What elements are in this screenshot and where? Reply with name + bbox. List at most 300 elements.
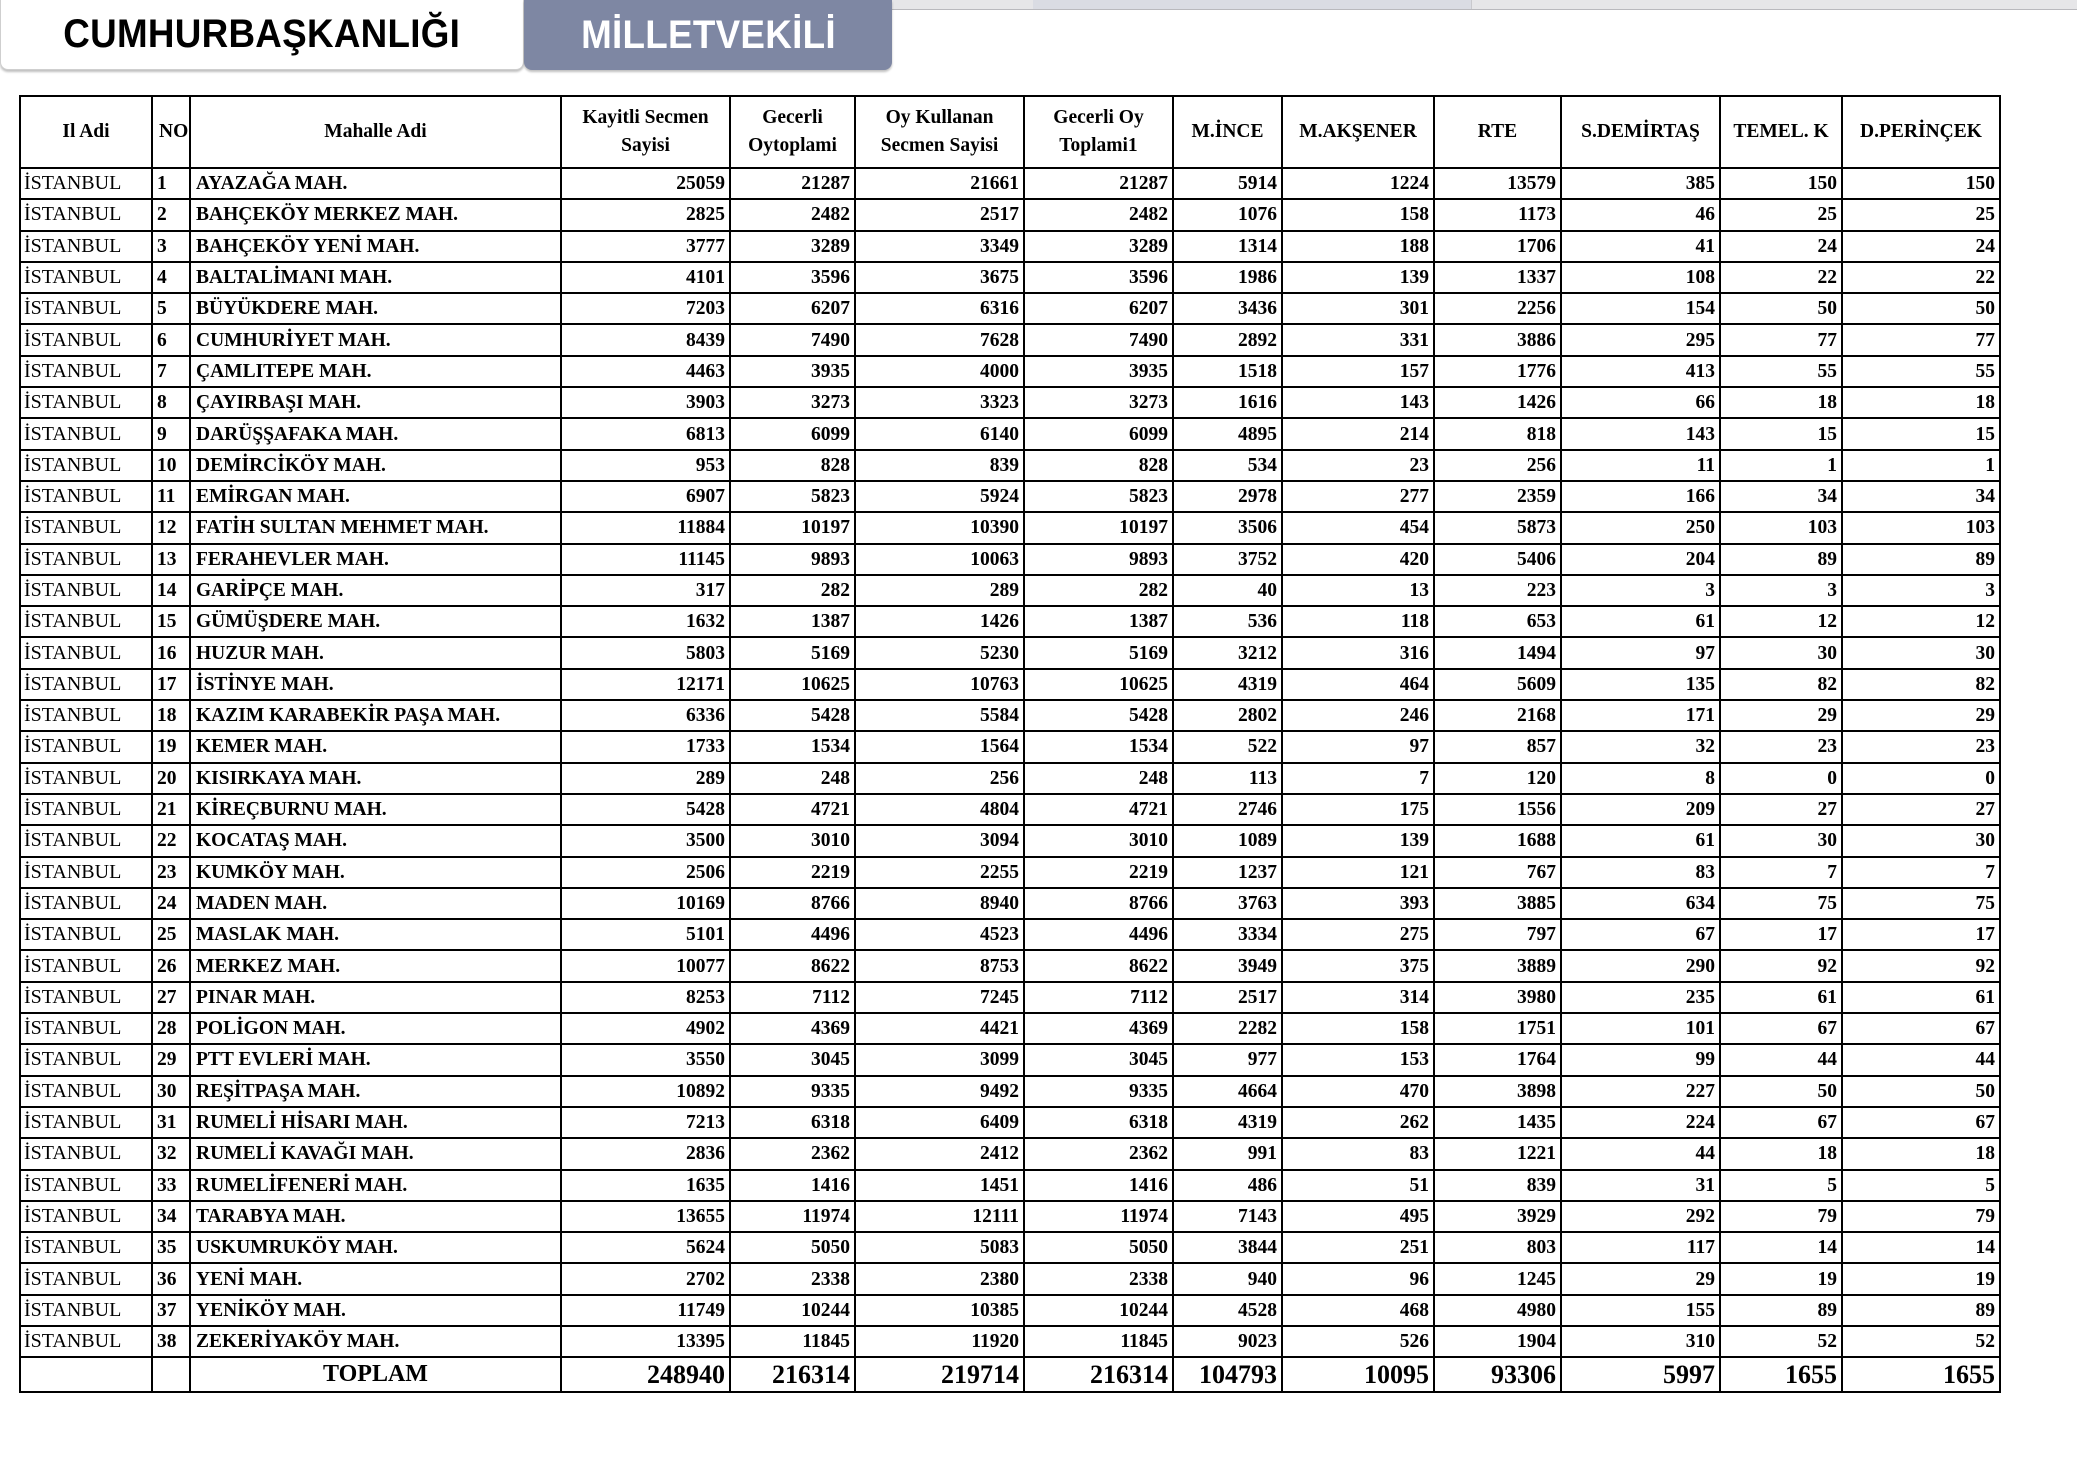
cell-mahalle-adi: HUZUR MAH. [190, 637, 561, 668]
cell-temel-k: 15 [1720, 418, 1842, 449]
header-kayitli-secmen: Kayitli Secmen Sayisi [561, 96, 730, 168]
cell-gecerli-oytoplami: 9893 [730, 544, 855, 575]
header-rte: RTE [1434, 96, 1561, 168]
cell-s-demirtas: 171 [1561, 700, 1720, 731]
cell-gecerli-oy-toplami1: 7490 [1024, 324, 1173, 355]
table-row [20, 481, 2000, 512]
cell-m-ince: 5914 [1173, 168, 1282, 199]
cell-kayitli-secmen: 1635 [561, 1170, 730, 1201]
cell-no: 12 [152, 512, 190, 543]
total-empty-cell [20, 1357, 152, 1392]
total-d-perincek: 1655 [1842, 1357, 2000, 1392]
cell-mahalle-adi: FATİH SULTAN MEHMET MAH. [190, 512, 561, 543]
cell-kayitli-secmen: 3500 [561, 825, 730, 856]
cell-d-perincek: 30 [1842, 825, 2000, 856]
header-temel-k: TEMEL. K [1720, 96, 1842, 168]
cell-rte: 1776 [1434, 356, 1561, 387]
cell-oy-kullanan: 7245 [855, 982, 1024, 1013]
cell-m-ince: 3949 [1173, 950, 1282, 981]
cell-s-demirtas: 101 [1561, 1013, 1720, 1044]
cell-s-demirtas: 32 [1561, 731, 1720, 762]
cell-temel-k: 55 [1720, 356, 1842, 387]
cell-gecerli-oy-toplami1: 11974 [1024, 1201, 1173, 1232]
cell-gecerli-oytoplami: 4721 [730, 794, 855, 825]
cell-kayitli-secmen: 7203 [561, 293, 730, 324]
total-gecerli-oytoplami: 216314 [730, 1357, 855, 1392]
cell-s-demirtas: 250 [1561, 512, 1720, 543]
cell-temel-k: 18 [1720, 387, 1842, 418]
cell-s-demirtas: 31 [1561, 1170, 1720, 1201]
cell-d-perincek: 77 [1842, 324, 2000, 355]
cell-il-adi: İSTANBUL [20, 1013, 152, 1044]
cell-mahalle-adi: MASLAK MAH. [190, 919, 561, 950]
cell-oy-kullanan: 4000 [855, 356, 1024, 387]
cell-no: 26 [152, 950, 190, 981]
cell-mahalle-adi: KISIRKAYA MAH. [190, 763, 561, 794]
cell-kayitli-secmen: 25059 [561, 168, 730, 199]
header-row [20, 96, 2000, 168]
cell-d-perincek: 25 [1842, 199, 2000, 230]
cell-kayitli-secmen: 10077 [561, 950, 730, 981]
tab-label: CUMHURBAŞKANLIĞI [63, 12, 461, 56]
total-m-aksener: 10095 [1282, 1357, 1434, 1392]
cell-s-demirtas: 235 [1561, 982, 1720, 1013]
cell-gecerli-oy-toplami1: 5050 [1024, 1232, 1173, 1263]
cell-gecerli-oy-toplami1: 7112 [1024, 982, 1173, 1013]
cell-kayitli-secmen: 317 [561, 575, 730, 606]
cell-mahalle-adi: FERAHEVLER MAH. [190, 544, 561, 575]
cell-s-demirtas: 41 [1561, 231, 1720, 262]
cell-rte: 767 [1434, 857, 1561, 888]
cell-rte: 1556 [1434, 794, 1561, 825]
cell-il-adi: İSTANBUL [20, 606, 152, 637]
header-d-perincek: D.PERİNÇEK [1842, 96, 2000, 168]
cell-il-adi: İSTANBUL [20, 544, 152, 575]
cell-temel-k: 67 [1720, 1107, 1842, 1138]
cell-gecerli-oytoplami: 2219 [730, 857, 855, 888]
cell-il-adi: İSTANBUL [20, 1107, 152, 1138]
cell-oy-kullanan: 1451 [855, 1170, 1024, 1201]
cell-temel-k: 34 [1720, 481, 1842, 512]
cell-gecerli-oytoplami: 1534 [730, 731, 855, 762]
cell-m-aksener: 301 [1282, 293, 1434, 324]
cell-oy-kullanan: 2412 [855, 1138, 1024, 1169]
cell-no: 37 [152, 1295, 190, 1326]
cell-no: 24 [152, 888, 190, 919]
cell-m-aksener: 464 [1282, 669, 1434, 700]
cell-gecerli-oytoplami: 11974 [730, 1201, 855, 1232]
cell-m-aksener: 526 [1282, 1326, 1434, 1357]
cell-oy-kullanan: 10385 [855, 1295, 1024, 1326]
cell-oy-kullanan: 10063 [855, 544, 1024, 575]
cell-mahalle-adi: PTT EVLERİ MAH. [190, 1044, 561, 1075]
cell-il-adi: İSTANBUL [20, 1138, 152, 1169]
cell-gecerli-oytoplami: 3045 [730, 1044, 855, 1075]
cell-no: 16 [152, 637, 190, 668]
cell-no: 14 [152, 575, 190, 606]
cell-rte: 223 [1434, 575, 1561, 606]
cell-d-perincek: 50 [1842, 293, 2000, 324]
cell-oy-kullanan: 2517 [855, 199, 1024, 230]
cell-gecerli-oytoplami: 3935 [730, 356, 855, 387]
cell-temel-k: 89 [1720, 1295, 1842, 1326]
cell-no: 27 [152, 982, 190, 1013]
cell-mahalle-adi: KİREÇBURNU MAH. [190, 794, 561, 825]
total-m-ince: 104793 [1173, 1357, 1282, 1392]
cell-gecerli-oytoplami: 6318 [730, 1107, 855, 1138]
cell-oy-kullanan: 2380 [855, 1263, 1024, 1294]
cell-il-adi: İSTANBUL [20, 168, 152, 199]
cell-d-perincek: 61 [1842, 982, 2000, 1013]
cell-mahalle-adi: POLİGON MAH. [190, 1013, 561, 1044]
cell-temel-k: 77 [1720, 324, 1842, 355]
cell-temel-k: 50 [1720, 293, 1842, 324]
table-row [20, 794, 2000, 825]
cell-mahalle-adi: RUMELİFENERİ MAH. [190, 1170, 561, 1201]
cell-il-adi: İSTANBUL [20, 199, 152, 230]
cell-gecerli-oytoplami: 2482 [730, 199, 855, 230]
cell-kayitli-secmen: 6907 [561, 481, 730, 512]
cell-mahalle-adi: DARÜŞŞAFAKA MAH. [190, 418, 561, 449]
cell-m-ince: 940 [1173, 1263, 1282, 1294]
cell-temel-k: 52 [1720, 1326, 1842, 1357]
cell-temel-k: 92 [1720, 950, 1842, 981]
cell-temel-k: 44 [1720, 1044, 1842, 1075]
cell-no: 34 [152, 1201, 190, 1232]
cell-rte: 1337 [1434, 262, 1561, 293]
cell-gecerli-oy-toplami1: 9893 [1024, 544, 1173, 575]
cell-m-ince: 4319 [1173, 669, 1282, 700]
total-label: TOPLAM [190, 1357, 561, 1392]
cell-rte: 13579 [1434, 168, 1561, 199]
cell-m-aksener: 143 [1282, 387, 1434, 418]
cell-rte: 803 [1434, 1232, 1561, 1263]
cell-m-ince: 486 [1173, 1170, 1282, 1201]
cell-temel-k: 25 [1720, 199, 1842, 230]
cell-m-ince: 3844 [1173, 1232, 1282, 1263]
cell-s-demirtas: 290 [1561, 950, 1720, 981]
table-row [20, 982, 2000, 1013]
table-row [20, 293, 2000, 324]
cell-s-demirtas: 61 [1561, 606, 1720, 637]
cell-gecerli-oy-toplami1: 8766 [1024, 888, 1173, 919]
cell-m-aksener: 118 [1282, 606, 1434, 637]
cell-mahalle-adi: GÜMÜŞDERE MAH. [190, 606, 561, 637]
cell-kayitli-secmen: 3550 [561, 1044, 730, 1075]
cell-m-aksener: 158 [1282, 1013, 1434, 1044]
cell-rte: 1221 [1434, 1138, 1561, 1169]
cell-oy-kullanan: 7628 [855, 324, 1024, 355]
cell-rte: 1494 [1434, 637, 1561, 668]
table-row [20, 356, 2000, 387]
cell-m-ince: 536 [1173, 606, 1282, 637]
cell-m-aksener: 275 [1282, 919, 1434, 950]
cell-kayitli-secmen: 289 [561, 763, 730, 794]
cell-gecerli-oytoplami: 3289 [730, 231, 855, 262]
cell-oy-kullanan: 2255 [855, 857, 1024, 888]
cell-s-demirtas: 385 [1561, 168, 1720, 199]
cell-d-perincek: 92 [1842, 950, 2000, 981]
cell-s-demirtas: 117 [1561, 1232, 1720, 1263]
cell-no: 32 [152, 1138, 190, 1169]
cell-gecerli-oy-toplami1: 3045 [1024, 1044, 1173, 1075]
cell-gecerli-oytoplami: 3596 [730, 262, 855, 293]
cell-oy-kullanan: 8753 [855, 950, 1024, 981]
cell-il-adi: İSTANBUL [20, 669, 152, 700]
cell-d-perincek: 1 [1842, 450, 2000, 481]
header-il-adi: Il Adi [20, 96, 152, 168]
cell-no: 22 [152, 825, 190, 856]
cell-kayitli-secmen: 7213 [561, 1107, 730, 1138]
cell-il-adi: İSTANBUL [20, 512, 152, 543]
cell-d-perincek: 18 [1842, 387, 2000, 418]
cell-gecerli-oy-toplami1: 6099 [1024, 418, 1173, 449]
cell-oy-kullanan: 3349 [855, 231, 1024, 262]
total-row [20, 1357, 2000, 1392]
cell-d-perincek: 15 [1842, 418, 2000, 449]
cell-m-aksener: 23 [1282, 450, 1434, 481]
cell-mahalle-adi: ZEKERİYAKÖY MAH. [190, 1326, 561, 1357]
table-row [20, 387, 2000, 418]
cell-il-adi: İSTANBUL [20, 356, 152, 387]
election-results-table [19, 95, 2001, 1393]
table-row [20, 575, 2000, 606]
cell-d-perincek: 79 [1842, 1201, 2000, 1232]
cell-kayitli-secmen: 4902 [561, 1013, 730, 1044]
cell-temel-k: 0 [1720, 763, 1842, 794]
cell-d-perincek: 50 [1842, 1076, 2000, 1107]
cell-il-adi: İSTANBUL [20, 481, 152, 512]
cell-d-perincek: 67 [1842, 1013, 2000, 1044]
cell-temel-k: 103 [1720, 512, 1842, 543]
cell-il-adi: İSTANBUL [20, 1044, 152, 1075]
cell-rte: 1245 [1434, 1263, 1561, 1294]
cell-gecerli-oy-toplami1: 8622 [1024, 950, 1173, 981]
cell-gecerli-oy-toplami1: 2219 [1024, 857, 1173, 888]
cell-temel-k: 79 [1720, 1201, 1842, 1232]
cell-il-adi: İSTANBUL [20, 324, 152, 355]
cell-m-ince: 1314 [1173, 231, 1282, 262]
cell-mahalle-adi: BÜYÜKDERE MAH. [190, 293, 561, 324]
cell-d-perincek: 23 [1842, 731, 2000, 762]
header-no: NO [152, 96, 190, 168]
cell-il-adi: İSTANBUL [20, 293, 152, 324]
cell-temel-k: 150 [1720, 168, 1842, 199]
table-row [20, 731, 2000, 762]
cell-kayitli-secmen: 3777 [561, 231, 730, 262]
cell-rte: 818 [1434, 418, 1561, 449]
cell-kayitli-secmen: 1733 [561, 731, 730, 762]
table-row [20, 1170, 2000, 1201]
cell-no: 15 [152, 606, 190, 637]
table-row [20, 418, 2000, 449]
cell-no: 17 [152, 669, 190, 700]
cell-gecerli-oy-toplami1: 6207 [1024, 293, 1173, 324]
cell-temel-k: 3 [1720, 575, 1842, 606]
cell-s-demirtas: 11 [1561, 450, 1720, 481]
cell-s-demirtas: 634 [1561, 888, 1720, 919]
cell-oy-kullanan: 4804 [855, 794, 1024, 825]
table-row [20, 450, 2000, 481]
cell-s-demirtas: 3 [1561, 575, 1720, 606]
table-row [20, 637, 2000, 668]
cell-no: 11 [152, 481, 190, 512]
cell-m-ince: 1616 [1173, 387, 1282, 418]
total-kayitli-secmen: 248940 [561, 1357, 730, 1392]
tab-milletvekili[interactable] [524, 0, 892, 70]
cell-m-aksener: 277 [1282, 481, 1434, 512]
cell-s-demirtas: 8 [1561, 763, 1720, 794]
cell-m-aksener: 246 [1282, 700, 1434, 731]
cell-no: 36 [152, 1263, 190, 1294]
header-mahalle-adi: Mahalle Adi [190, 96, 561, 168]
cell-temel-k: 18 [1720, 1138, 1842, 1169]
tab-label: MİLLETVEKİLİ [580, 12, 836, 57]
cell-s-demirtas: 44 [1561, 1138, 1720, 1169]
cell-d-perincek: 30 [1842, 637, 2000, 668]
cell-mahalle-adi: KUMKÖY MAH. [190, 857, 561, 888]
cell-m-ince: 2892 [1173, 324, 1282, 355]
table-row [20, 1107, 2000, 1138]
table-row [20, 1013, 2000, 1044]
cell-d-perincek: 19 [1842, 1263, 2000, 1294]
cell-m-aksener: 251 [1282, 1232, 1434, 1263]
cell-gecerli-oytoplami: 282 [730, 575, 855, 606]
cell-mahalle-adi: RUMELİ KAVAĞI MAH. [190, 1138, 561, 1169]
cell-rte: 2256 [1434, 293, 1561, 324]
cell-m-aksener: 158 [1282, 199, 1434, 230]
cell-m-ince: 3212 [1173, 637, 1282, 668]
cell-d-perincek: 24 [1842, 231, 2000, 262]
cell-il-adi: İSTANBUL [20, 418, 152, 449]
table-row [20, 888, 2000, 919]
cell-gecerli-oy-toplami1: 5169 [1024, 637, 1173, 668]
cell-temel-k: 50 [1720, 1076, 1842, 1107]
cell-no: 35 [152, 1232, 190, 1263]
cell-d-perincek: 67 [1842, 1107, 2000, 1138]
cell-d-perincek: 34 [1842, 481, 2000, 512]
cell-no: 4 [152, 262, 190, 293]
cell-oy-kullanan: 6140 [855, 418, 1024, 449]
cell-gecerli-oy-toplami1: 4369 [1024, 1013, 1173, 1044]
cell-no: 31 [152, 1107, 190, 1138]
cell-gecerli-oytoplami: 7490 [730, 324, 855, 355]
cell-s-demirtas: 204 [1561, 544, 1720, 575]
cell-oy-kullanan: 3323 [855, 387, 1024, 418]
cell-s-demirtas: 154 [1561, 293, 1720, 324]
cell-kayitli-secmen: 5428 [561, 794, 730, 825]
cell-rte: 3980 [1434, 982, 1561, 1013]
cell-oy-kullanan: 5924 [855, 481, 1024, 512]
cell-mahalle-adi: KAZIM KARABEKİR PAŞA MAH. [190, 700, 561, 731]
cell-m-ince: 3436 [1173, 293, 1282, 324]
cell-kayitli-secmen: 2825 [561, 199, 730, 230]
total-temel-k: 1655 [1720, 1357, 1842, 1392]
tab-cumhurbaskanligi[interactable] [0, 0, 524, 70]
table-row [20, 606, 2000, 637]
cell-m-aksener: 470 [1282, 1076, 1434, 1107]
cell-temel-k: 19 [1720, 1263, 1842, 1294]
cell-rte: 3898 [1434, 1076, 1561, 1107]
cell-rte: 120 [1434, 763, 1561, 794]
cell-oy-kullanan: 4421 [855, 1013, 1024, 1044]
cell-s-demirtas: 46 [1561, 199, 1720, 230]
cell-m-ince: 2978 [1173, 481, 1282, 512]
cell-oy-kullanan: 289 [855, 575, 1024, 606]
cell-d-perincek: 0 [1842, 763, 2000, 794]
cell-mahalle-adi: ÇAMLITEPE MAH. [190, 356, 561, 387]
cell-gecerli-oytoplami: 5823 [730, 481, 855, 512]
cell-gecerli-oytoplami: 9335 [730, 1076, 855, 1107]
cell-m-aksener: 157 [1282, 356, 1434, 387]
cell-m-ince: 3763 [1173, 888, 1282, 919]
cell-il-adi: İSTANBUL [20, 637, 152, 668]
cell-m-ince: 3752 [1173, 544, 1282, 575]
cell-m-aksener: 316 [1282, 637, 1434, 668]
total-oy-kullanan: 219714 [855, 1357, 1024, 1392]
cell-kayitli-secmen: 11749 [561, 1295, 730, 1326]
cell-gecerli-oy-toplami1: 828 [1024, 450, 1173, 481]
cell-kayitli-secmen: 953 [561, 450, 730, 481]
cell-gecerli-oytoplami: 4369 [730, 1013, 855, 1044]
cell-gecerli-oy-toplami1: 9335 [1024, 1076, 1173, 1107]
cell-il-adi: İSTANBUL [20, 919, 152, 950]
cell-d-perincek: 89 [1842, 544, 2000, 575]
cell-no: 30 [152, 1076, 190, 1107]
cell-gecerli-oy-toplami1: 248 [1024, 763, 1173, 794]
cell-m-ince: 7143 [1173, 1201, 1282, 1232]
cell-d-perincek: 44 [1842, 1044, 2000, 1075]
cell-mahalle-adi: DEMİRCİKÖY MAH. [190, 450, 561, 481]
cell-s-demirtas: 209 [1561, 794, 1720, 825]
cell-oy-kullanan: 10763 [855, 669, 1024, 700]
cell-d-perincek: 150 [1842, 168, 2000, 199]
cell-gecerli-oytoplami: 6207 [730, 293, 855, 324]
cell-m-aksener: 214 [1282, 418, 1434, 449]
table-row [20, 1138, 2000, 1169]
cell-no: 20 [152, 763, 190, 794]
cell-m-aksener: 420 [1282, 544, 1434, 575]
cell-gecerli-oy-toplami1: 1416 [1024, 1170, 1173, 1201]
cell-s-demirtas: 295 [1561, 324, 1720, 355]
cell-oy-kullanan: 21661 [855, 168, 1024, 199]
cell-s-demirtas: 135 [1561, 669, 1720, 700]
cell-m-aksener: 188 [1282, 231, 1434, 262]
cell-temel-k: 30 [1720, 637, 1842, 668]
cell-gecerli-oy-toplami1: 2362 [1024, 1138, 1173, 1169]
cell-m-aksener: 375 [1282, 950, 1434, 981]
cell-kayitli-secmen: 3903 [561, 387, 730, 418]
cell-d-perincek: 89 [1842, 1295, 2000, 1326]
cell-kayitli-secmen: 5101 [561, 919, 730, 950]
cell-no: 33 [152, 1170, 190, 1201]
cell-no: 38 [152, 1326, 190, 1357]
cell-m-aksener: 454 [1282, 512, 1434, 543]
cell-rte: 5406 [1434, 544, 1561, 575]
cell-oy-kullanan: 10390 [855, 512, 1024, 543]
total-empty-cell [152, 1357, 190, 1392]
cell-gecerli-oytoplami: 1387 [730, 606, 855, 637]
cell-s-demirtas: 108 [1561, 262, 1720, 293]
cell-s-demirtas: 227 [1561, 1076, 1720, 1107]
cell-oy-kullanan: 6316 [855, 293, 1024, 324]
cell-mahalle-adi: USKUMRUKÖY MAH. [190, 1232, 561, 1263]
cell-s-demirtas: 67 [1561, 919, 1720, 950]
cell-no: 25 [152, 919, 190, 950]
cell-il-adi: İSTANBUL [20, 231, 152, 262]
cell-il-adi: İSTANBUL [20, 763, 152, 794]
cell-gecerli-oy-toplami1: 5428 [1024, 700, 1173, 731]
